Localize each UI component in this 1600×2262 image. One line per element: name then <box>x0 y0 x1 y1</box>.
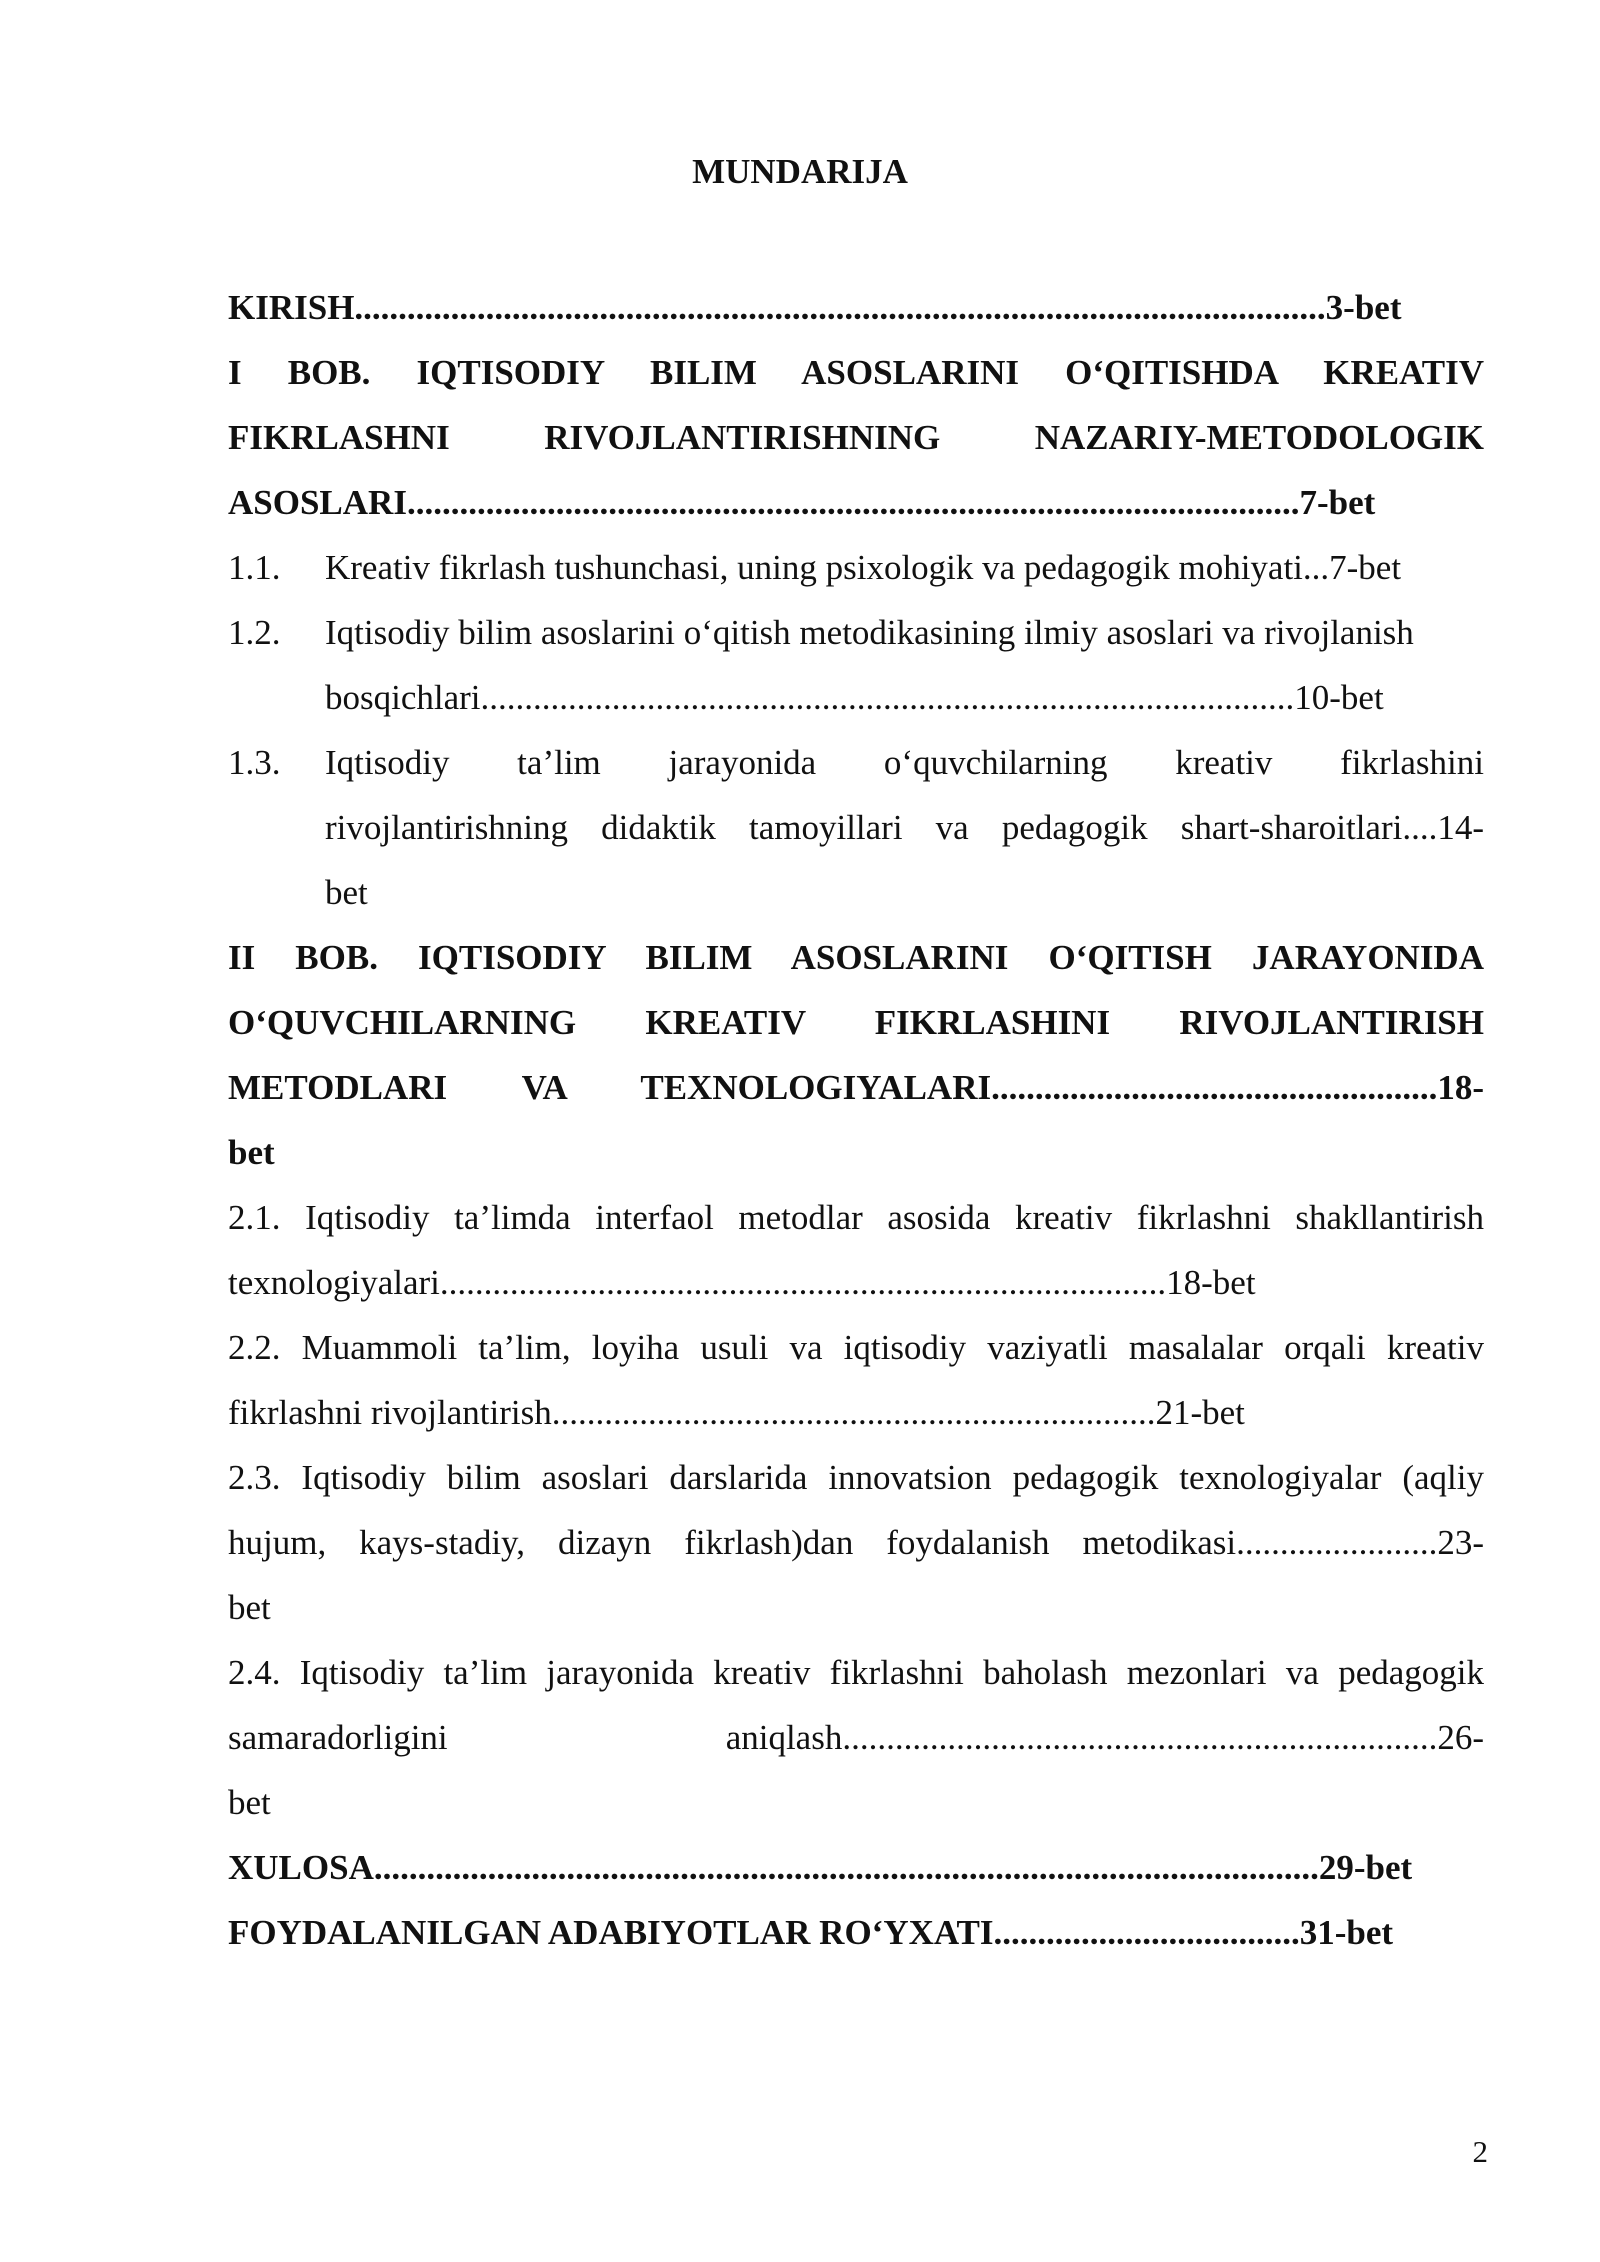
toc-line-section-2-4 <box>228 1640 1484 1705</box>
toc-line-chapter1-cont <box>228 405 1484 470</box>
toc-line-section-2-4-cont <box>228 1705 1484 1770</box>
toc-line-chapter2-cont2 <box>228 1055 1484 1120</box>
toc-line-section-2-1-cont <box>228 1250 1484 1315</box>
toc-line-conclusion <box>228 1835 1484 1900</box>
toc-line-chapter2-end <box>228 1120 1484 1185</box>
toc-text: METODLARI VA TEXNOLOGIYALARI...................................................18- <box>228 1068 1484 1107</box>
toc-line-section-2-3-end <box>228 1575 1484 1640</box>
toc-line-section-1-3 <box>228 730 1484 795</box>
toc-text: KIRISH...............................................................................................................3-bet <box>228 288 1402 327</box>
toc-text: bosqichlari.............................................................................................10-bet <box>325 678 1384 717</box>
toc-text: Kreativ fikrlash tushunchasi, uning psixologik va pedagogik mohiyati...7-bet <box>325 548 1402 587</box>
toc-text: XULOSA............................................................................................................29-bet <box>228 1848 1413 1887</box>
toc-text: Iqtisodiy ta’lim jarayonida o‘quvchilarning kreativ fikrlashini <box>325 743 1484 782</box>
toc-text: O‘QUVCHILARNING KREATIV FIKRLASHINI RIVOJLANTIRISH <box>228 1003 1484 1042</box>
toc-text: bet <box>325 873 368 912</box>
toc-text: II BOB. IQTISODIY BILIM ASOSLARINI O‘QITISH JARAYONIDA <box>228 938 1484 977</box>
toc-line-section-2-3-cont <box>228 1510 1484 1575</box>
toc-text: 2.1. Iqtisodiy ta’limda interfaol metodlar asosida kreativ fikrlashni shakllantirish <box>228 1198 1484 1237</box>
page-title: MUNDARIJA <box>692 152 908 191</box>
toc-text: Iqtisodiy bilim asoslarini o‘qitish metodikasining ilmiy asoslari va rivojlanish <box>325 613 1414 652</box>
toc-text: ASOSLARI......................................................................................................7-bet <box>228 483 1376 522</box>
toc-line-section-2-2 <box>228 1315 1484 1380</box>
toc-text: bet <box>228 1588 271 1627</box>
section-number: 1.3. <box>228 743 281 782</box>
toc-text: fikrlashni rivojlantirish.....................................................................21-bet <box>228 1393 1245 1432</box>
toc-line-section-1-3-end <box>228 860 1484 925</box>
toc-text: FOYDALANILGAN ADABIYOTLAR RO‘YXATI...................................31-bet <box>228 1913 1394 1952</box>
toc-line-chapter2-cont <box>228 990 1484 1055</box>
toc-line-section-1-2 <box>228 600 1484 665</box>
toc-line-section-2-3 <box>228 1445 1484 1510</box>
toc-text: bet <box>228 1133 275 1172</box>
toc-text: FIKRLASHNI RIVOJLANTIRISHNING NAZARIY-METODOLOGIK <box>228 418 1484 457</box>
toc-line-section-1-2-cont <box>228 665 1484 730</box>
toc-line-section-1-1 <box>228 535 1484 600</box>
toc-text: texnologiyalari...................................................................................18-bet <box>228 1263 1256 1302</box>
toc-line-section-2-1 <box>228 1185 1484 1250</box>
section-number: 1.2. <box>228 613 281 652</box>
toc-text: 2.3. Iqtisodiy bilim asoslari darslarida innovatsion pedagogik texnologiyalar (aqliy <box>228 1458 1484 1497</box>
toc-text: samaradorligini aniqlash....................................................................26- <box>228 1718 1484 1757</box>
toc-line-section-2-4-end <box>228 1770 1484 1835</box>
toc-text: hujum, kays-stadiy, dizayn fikrlash)dan foydalanish metodikasi.......................23- <box>228 1523 1484 1562</box>
page-number: 2 <box>1472 2134 1488 2169</box>
toc-text: 2.2. Muammoli ta’lim, loyiha usuli va iqtisodiy vaziyatli masalalar orqali kreativ <box>228 1328 1484 1367</box>
section-number: 1.1. <box>228 548 281 587</box>
toc-line-references <box>228 1900 1484 1965</box>
toc-text: rivojlantirishning didaktik tamoyillari va pedagogik shart-sharoitlari....14- <box>325 808 1484 847</box>
toc-line-chapter1-end <box>228 470 1484 535</box>
toc-line-chapter2 <box>228 925 1484 990</box>
toc-text: 2.4. Iqtisodiy ta’lim jarayonida kreativ fikrlashni baholash mezonlari va pedagogik <box>228 1653 1484 1692</box>
table-of-contents <box>228 275 1484 1965</box>
toc-text: bet <box>228 1783 271 1822</box>
toc-text: I BOB. IQTISODIY BILIM ASOSLARINI O‘QITISHDA KREATIV <box>228 353 1484 392</box>
toc-line-chapter1 <box>228 340 1484 405</box>
toc-line-section-1-3-cont <box>228 795 1484 860</box>
toc-line-intro <box>228 275 1484 340</box>
toc-line-section-2-2-cont <box>228 1380 1484 1445</box>
